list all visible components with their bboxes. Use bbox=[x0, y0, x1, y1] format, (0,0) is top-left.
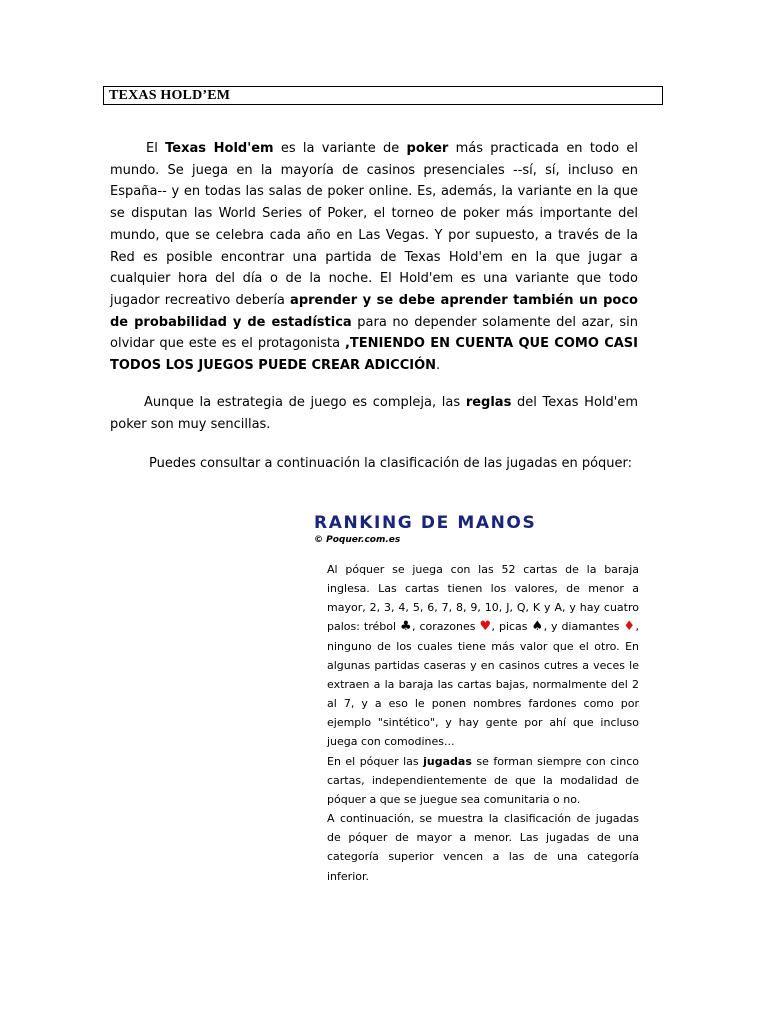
ranking-body bbox=[327, 560, 639, 886]
ranking-copyright: © Poquer.com.es bbox=[314, 535, 401, 545]
bold-run: jugadas bbox=[423, 754, 472, 768]
text-run: es la variante de bbox=[273, 141, 407, 156]
text-run: El bbox=[146, 141, 166, 156]
spade-icon: ♠ bbox=[531, 619, 544, 635]
text-run: para no depender solamente del azar, sin olvidar que este es el protagonista bbox=[110, 314, 638, 352]
text-run: , y diamantes bbox=[543, 620, 624, 634]
text-run: se forman siempre con cinco cartas, independientemente de que la modalidad de póquer a que se juegue sea comunitaria o no. bbox=[327, 754, 639, 806]
ranking-paragraph bbox=[327, 752, 639, 809]
heart-icon: ♥ bbox=[479, 619, 492, 635]
diamond-icon: ♦ bbox=[623, 619, 636, 635]
bold-run: ,TENIENDO EN CUENTA QUE COMO CASI TODOS LOS JUEGOS PUEDE CREAR ADICCIÓN bbox=[110, 336, 638, 374]
section-title-box bbox=[103, 86, 663, 105]
text-run: Al póquer se juega con las 52 cartas de la baraja inglesa. Las cartas tienen los valores, de menor a mayor, 2, 3, 4, 5, 6, 7, 8, 9, 10, J, Q, K y A, y hay cuatro palos: trébol bbox=[327, 563, 639, 634]
ranking-paragraph: A continuación, se muestra la clasificación de jugadas de póquer de mayor a menor. Las jugadas de una categoría superior vencen a las de una categoría inferior. bbox=[327, 812, 639, 883]
rules-paragraph bbox=[110, 392, 638, 435]
text-run: Aunque la estrategia de juego es compleja, las bbox=[144, 395, 466, 410]
section-title: TEXAS HOLD’EM bbox=[109, 88, 231, 103]
bold-run: reglas bbox=[465, 395, 512, 410]
ranking-title: RANKING DE MANOS bbox=[314, 513, 537, 533]
ranking-paragraph bbox=[327, 560, 639, 752]
text-run: del Texas Hold'em poker son muy sencillas. bbox=[110, 395, 638, 432]
text-run: , corazones bbox=[412, 620, 480, 634]
bold-run: aprender y se debe aprender también un poco de probabilidad y de estadística bbox=[110, 292, 638, 330]
text-run: , ninguno de los cuales tiene más valor que el otro. En algunas partidas caseras y en casinos cutres a veces le extraen a la baraja las cartas bajas, normalmente del 2 al 7, y a eso le ponen nombres fardones como por ejemplo "sintético", y hay gente por ahí que incluso juega con comodines... bbox=[327, 620, 639, 749]
club-icon: ♣ bbox=[399, 619, 413, 635]
intro-paragraph bbox=[110, 138, 638, 377]
bold-run: poker bbox=[406, 141, 449, 156]
consult-paragraph: Puedes consultar a continuación la clasificación de las jugadas en póquer: bbox=[149, 456, 633, 471]
text-run: . bbox=[436, 358, 441, 374]
text-run: , picas bbox=[491, 620, 532, 634]
text-run: más practicada en todo el mundo. Se juega en la mayoría de casinos presenciales --sí, sí, incluso en España-- y en todas las salas de poker online. Es, además, la variante en la que se disputan las World Series of Poker, el torneo de poker más importante del mundo, que se celebra cada año en Las Vegas. Y por supuesto, a través de la Red es posible encontrar una partida de Texas Hold'em en la que jugar a cualquier hora del día o de la noche. El Hold'em es una variante que todo jugador recreativo debería bbox=[110, 141, 638, 308]
bold-run: Texas Hold'em bbox=[165, 141, 274, 156]
text-run: En el póquer las bbox=[327, 754, 424, 768]
